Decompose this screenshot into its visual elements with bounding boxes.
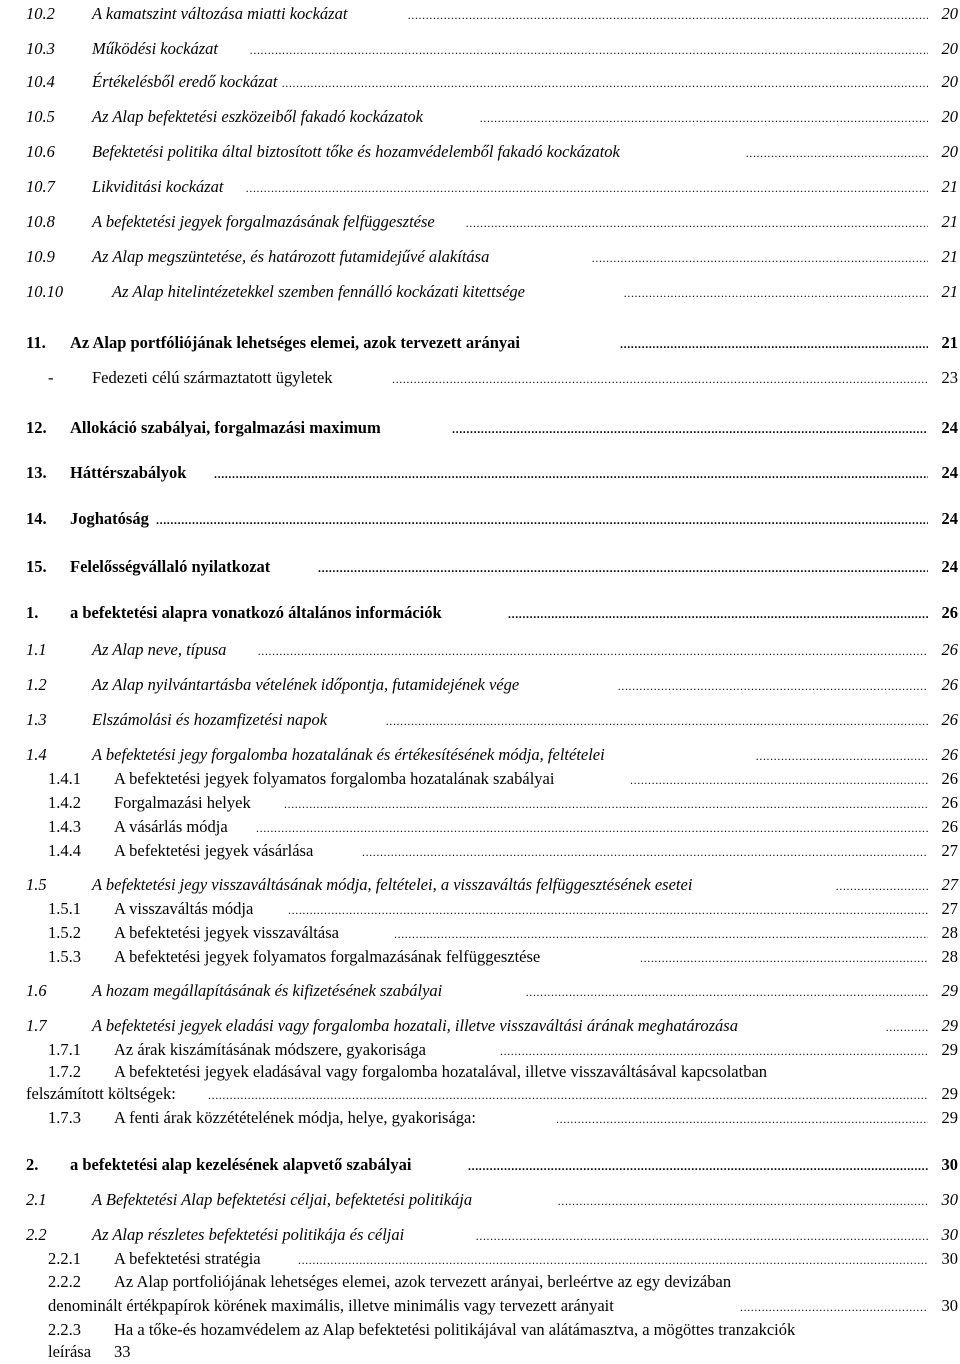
toc-leader: [624, 282, 928, 302]
toc-page-number: 20: [941, 142, 958, 161]
toc-leader: [558, 1190, 928, 1210]
toc-number: 1.6: [26, 981, 47, 1000]
toc-page-number: 24: [941, 557, 958, 576]
toc-leader: [746, 142, 928, 162]
toc-page-number: 20: [941, 4, 958, 23]
toc-leader: [886, 1016, 928, 1036]
toc-page-number: 30: [941, 1225, 958, 1244]
toc-page-number: 24: [941, 509, 958, 528]
toc-leader: [630, 769, 928, 789]
toc-leader: [394, 923, 928, 943]
toc-number: 1.7.3: [48, 1108, 81, 1127]
toc-number: 1.4.1: [48, 769, 81, 788]
toc-entry[interactable]: [0, 947, 960, 975]
toc-leader: [318, 557, 928, 577]
toc-number: 10.4: [26, 72, 55, 91]
toc-page-number: 21: [941, 282, 958, 301]
toc-entry[interactable]: [0, 509, 960, 537]
toc-page-number: 27: [941, 875, 958, 894]
toc-entry[interactable]: [0, 603, 960, 631]
toc-title: A befektetési stratégia: [114, 1249, 261, 1268]
toc-title-continued: felszámított költségek:: [26, 1084, 176, 1103]
toc-title: A befektetési jegyek forgalmazásának felfüggesztése: [92, 212, 435, 231]
toc-number: 1.7: [26, 1016, 47, 1035]
toc-title: A befektetési jegy forgalomba hozatalának és értékesítésének módja, feltételei: [92, 745, 605, 764]
toc-leader: [526, 981, 928, 1001]
toc-entry[interactable]: [0, 39, 960, 67]
toc-leader: [452, 418, 928, 438]
toc-title: Az Alap nyilvántartásba vételének időpontja, futamidejének vége: [92, 675, 520, 694]
toc-leader: [214, 463, 928, 483]
toc-entry[interactable]: [0, 1272, 960, 1316]
toc-leader: [250, 39, 928, 59]
toc-title: a befektetési alap kezelésének alapvető szabályai: [70, 1155, 412, 1174]
toc-entry[interactable]: [0, 710, 960, 738]
toc-entry[interactable]: [0, 368, 960, 396]
toc-number: 10.10: [26, 282, 64, 301]
toc-leader: [640, 947, 928, 967]
toc-number: 10.6: [26, 142, 55, 161]
toc-leader: [476, 1225, 928, 1245]
toc-number: 1.5.2: [48, 923, 81, 942]
toc-entry[interactable]: [0, 981, 960, 1009]
toc-title: Befektetési politika által biztosított tőke és hozamvédelemből fakadó kockázatok: [92, 142, 620, 161]
toc-title: Joghatóság: [70, 509, 149, 528]
toc-page-number: 26: [941, 675, 958, 694]
toc-title-continued: leírása: [48, 1342, 92, 1361]
toc-title: A kamatszint változása miatti kockázat: [92, 4, 348, 23]
toc-leader: [288, 899, 928, 919]
toc-leader: [508, 603, 928, 623]
toc-entry[interactable]: [0, 107, 960, 135]
toc-page-number: 30: [941, 1190, 958, 1209]
toc-number: 1.4.3: [48, 817, 81, 836]
toc-number: 2.2: [26, 1225, 47, 1244]
toc-title: A fenti árak közzétételének módja, helye, gyakorisága:: [114, 1108, 476, 1127]
toc-page-number: 26: [941, 640, 958, 659]
toc-number: 2.2.2: [48, 1272, 81, 1291]
toc-number: 12.: [26, 418, 47, 437]
toc-number: 1.4.2: [48, 793, 81, 812]
toc-leader: [592, 247, 928, 267]
toc-title: A befektetési jegyek visszaváltása: [114, 923, 339, 942]
toc-page-number: 26: [941, 745, 958, 764]
toc-number: 1.4: [26, 745, 47, 764]
toc-page-number: 26: [941, 710, 958, 729]
toc-page-number: 21: [941, 177, 958, 196]
toc-entry[interactable]: [0, 841, 960, 869]
toc-title: A befektetési jegyek folyamatos forgalmazásának felfüggesztése: [114, 947, 541, 966]
toc-page-number: 29: [941, 981, 958, 1000]
toc-page-number: 21: [941, 247, 958, 266]
toc-title: Háttérszabályok: [70, 463, 187, 482]
toc-number: 1.1: [26, 640, 47, 659]
toc-page-number: 20: [941, 39, 958, 58]
toc-page-number: 30: [941, 1296, 958, 1315]
toc-leader: [362, 841, 928, 861]
toc-page-number: 26: [941, 769, 958, 788]
toc-page-number: 29: [941, 1016, 958, 1035]
toc-title: Fedezeti célú származtatott ügyletek: [92, 368, 333, 387]
toc-leader: [156, 509, 928, 529]
toc-leader: [556, 1108, 928, 1128]
toc-number: 2.: [26, 1155, 39, 1174]
toc-entry[interactable]: [0, 1190, 960, 1218]
toc-page-number: 29: [941, 1108, 958, 1127]
toc-page-number: 23: [941, 368, 958, 387]
toc-title: Likviditási kockázat: [92, 177, 224, 196]
toc-number: 1.5.1: [48, 899, 81, 918]
toc-leader: [740, 1296, 928, 1316]
toc-page-number: 28: [941, 947, 958, 966]
toc-title: A hozam megállapításának és kifizetésének szabályai: [92, 981, 443, 1000]
toc-page-number: 21: [941, 212, 958, 231]
toc-entry[interactable]: [0, 1062, 960, 1106]
toc-entry[interactable]: [0, 418, 960, 446]
toc-entry[interactable]: [0, 72, 960, 100]
toc-title: Az Alap hitelintézetekkel szemben fennálló kockázati kitettsége: [112, 282, 525, 301]
toc-leader: [408, 4, 928, 24]
toc-title: A Befektetési Alap befektetési céljai, befektetési politikája: [92, 1190, 473, 1209]
toc-number: 1.4.4: [48, 841, 81, 860]
toc-entry[interactable]: [0, 640, 960, 668]
toc-page-number: 27: [941, 841, 958, 860]
toc-title: A befektetési jegyek vásárlása: [114, 841, 314, 860]
toc-leader: [466, 212, 928, 232]
toc-page-number: 26: [941, 817, 958, 836]
toc-leader: [620, 333, 928, 353]
toc-entry[interactable]: [0, 333, 960, 361]
toc-number: -: [48, 368, 54, 387]
toc-page-number: 20: [941, 107, 958, 126]
toc-title: Értékelésből eredő kockázat: [92, 72, 278, 91]
toc-page-number: 30: [941, 1155, 958, 1174]
toc-title: Ha a tőke-és hozamvédelem az Alap befektetési politikájával van alátámasztva, a mögöttes tranzakciók: [114, 1320, 796, 1339]
toc-leader: [836, 875, 928, 895]
toc-number: 1.3: [26, 710, 47, 729]
toc-leader: [386, 710, 928, 730]
toc-title-continued: denominált értékpapírok körének maximális, illetve minimális vagy tervezett arányait: [48, 1296, 614, 1315]
toc-title: Az Alap neve, típusa: [92, 640, 227, 659]
toc-number: 13.: [26, 463, 47, 482]
toc-number: 1.5: [26, 875, 47, 894]
toc-number: 2.2.3: [48, 1320, 81, 1339]
toc-number: 2.1: [26, 1190, 47, 1209]
toc-title: Az Alap befektetési eszközeiből fakadó kockázatok: [92, 107, 423, 126]
toc-number: 2.2.1: [48, 1249, 81, 1268]
toc-title: Az Alap portfoliójának lehetséges elemei, azok tervezett arányai, berleértve az egy devizában: [114, 1272, 732, 1291]
toc-entry[interactable]: [0, 212, 960, 240]
toc-leader: [282, 72, 928, 92]
toc-title: Az árak kiszámításának módszere, gyakorisága: [114, 1040, 426, 1059]
toc-leader: [756, 745, 928, 765]
toc-number: 1.7.1: [48, 1040, 81, 1059]
toc-title: Az Alap megszüntetése, és határozott futamidejűvé alakítása: [92, 247, 490, 266]
toc-entry[interactable]: [0, 1320, 960, 1364]
toc-leader: [298, 1249, 928, 1269]
toc-leader: [208, 1084, 928, 1104]
toc-leader: [500, 1040, 928, 1060]
toc-page-number: 24: [941, 418, 958, 437]
toc-number: 10.5: [26, 107, 55, 126]
toc-entry[interactable]: [0, 4, 960, 32]
toc-entry[interactable]: [0, 1108, 960, 1136]
toc-leader: [256, 817, 928, 837]
toc-page-number: 28: [941, 923, 958, 942]
toc-number: 15.: [26, 557, 47, 576]
toc-title: A visszaváltás módja: [114, 899, 254, 918]
toc-title: Az Alap részletes befektetési politikája és céljai: [92, 1225, 405, 1244]
toc-page-number: 21: [941, 333, 958, 352]
toc-title: Forgalmazási helyek: [114, 793, 251, 812]
toc-page-number: 26: [941, 793, 958, 812]
toc-number: 11.: [26, 333, 46, 352]
toc-number: 10.7: [26, 177, 55, 196]
toc-title: A befektetési jegyek eladási vagy forgalomba hozatali, illetve visszaváltási árának meghatározása: [92, 1016, 738, 1035]
toc-number: 1.5.3: [48, 947, 81, 966]
toc-leader: [468, 1155, 928, 1175]
toc-entry[interactable]: [0, 1155, 960, 1183]
toc-page-number: 33: [114, 1342, 131, 1361]
toc-title: A befektetési jegy visszaváltásának módja, feltételei, a visszaváltás felfüggesztésének esetei: [92, 875, 693, 894]
toc-entry[interactable]: [0, 675, 960, 703]
toc-title: A vásárlás módja: [114, 817, 228, 836]
toc-entry[interactable]: [0, 247, 960, 275]
toc-number: 1.2: [26, 675, 47, 694]
toc-title: A befektetési jegyek folyamatos forgalomba hozatalának szabályai: [114, 769, 555, 788]
toc-page-number: 27: [941, 899, 958, 918]
toc-leader: [618, 675, 928, 695]
toc-title: a befektetési alapra vonatkozó általános információk: [70, 603, 442, 622]
toc-number: 10.9: [26, 247, 55, 266]
toc-title: Működési kockázat: [92, 39, 218, 58]
toc-leader: [480, 107, 928, 127]
toc-title: Felelősségvállaló nyilatkozat: [70, 557, 271, 576]
toc-entry[interactable]: [0, 282, 960, 310]
toc-page-number: 26: [941, 603, 958, 622]
toc-number: 10.2: [26, 4, 55, 23]
toc-number: 14.: [26, 509, 47, 528]
toc-entry[interactable]: [0, 557, 960, 585]
toc-page-number: 29: [941, 1084, 958, 1103]
toc-leader: [284, 793, 928, 813]
toc-entry[interactable]: [0, 463, 960, 491]
toc-number: 1.7.2: [48, 1062, 81, 1081]
toc-page-number: 20: [941, 72, 958, 91]
toc-leader: [246, 177, 928, 197]
toc-number: 10.3: [26, 39, 55, 58]
toc-page-number: 30: [941, 1249, 958, 1268]
toc-title: Az Alap portfóliójának lehetséges elemei, azok tervezett arányai: [70, 333, 520, 352]
toc-leader: [392, 368, 928, 388]
toc-title: A befektetési jegyek eladásával vagy forgalomba hozatalával, illetve visszaváltásával kapcsolatban: [114, 1062, 768, 1081]
toc-leader: [258, 640, 928, 660]
toc-page-number: 29: [941, 1040, 958, 1059]
toc-entry[interactable]: [0, 177, 960, 205]
toc-title: Elszámolási és hozamfizetési napok: [92, 710, 328, 729]
toc-number: 1.: [26, 603, 39, 622]
toc-entry[interactable]: [0, 142, 960, 170]
toc-page-number: 24: [941, 463, 958, 482]
toc-title: Allokáció szabályai, forgalmazási maximum: [70, 418, 381, 437]
toc-number: 10.8: [26, 212, 55, 231]
